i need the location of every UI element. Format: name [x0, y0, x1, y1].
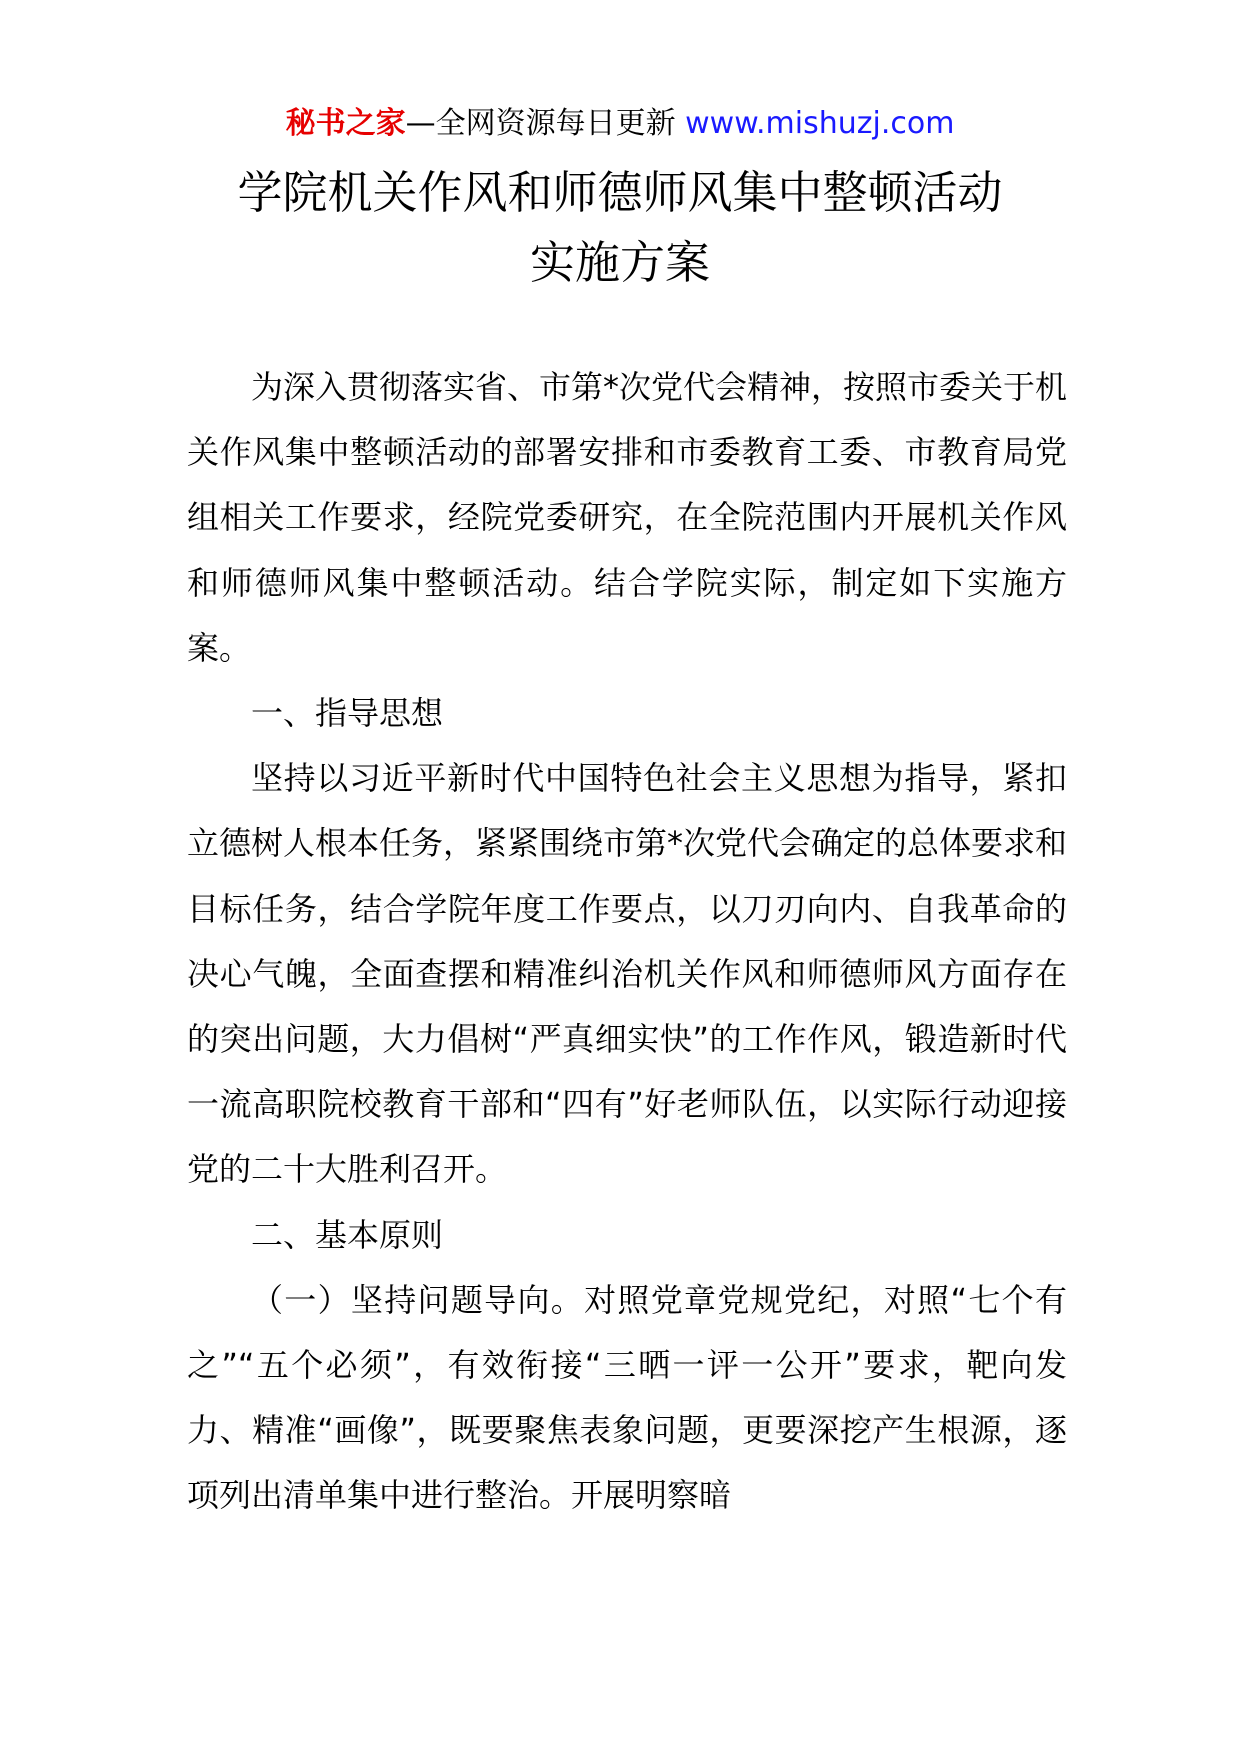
guiding-ideology-paragraph: 坚持以习近平新时代中国特色社会主义思想为指导，紧扣立德树人根本任务，紧紧围绕市第*次党代会确定的总体要求和目标任务，结合学院年度工作要点，以刀刃向内、自我革命的决心气魄，全面查摆和精准纠治机关作风和师德师风方面存在的突出问题，大力倡树“严真细实快”的工作作风，锻造新时代一流高职院校教育干部和“四有”好老师队伍，以实际行动迎接党的二十大胜利召开。	[187, 759, 1068, 1189]
document-body	[187, 355, 1067, 1529]
document-title-line-1: 学院机关作风和师德师风集中整顿活动	[237, 166, 1003, 219]
header-tagline: —全网资源每日更新	[405, 106, 686, 141]
document-title-line-2: 实施方案	[529, 236, 710, 289]
section-heading-basic-principles: 二、基本原则	[251, 1215, 444, 1254]
site-url[interactable]: www.mishuzj.com	[685, 106, 955, 141]
intro-paragraph: 为深入贯彻落实省、市第*次党代会精神，按照市委关于机关作风集中整顿活动的部署安排和市委教育工委、市教育局党组相关工作要求，经院党委研究，在全院范围内开展机关作风和师德师风集中整顿活动。结合学院实际，制定如下实施方案。	[187, 368, 1068, 667]
site-header	[0, 104, 1240, 144]
principle-1-paragraph: （一）坚持问题导向。对照党章党规党纪，对照“七个有之”“五个必须”，有效衔接“三晒一评一公开”要求，靶向发力、精准“画像”，既要聚焦表象问题，更要深挖产生根源，逐项列出清单集中进行整治。开展明察暗	[187, 1280, 1067, 1515]
brand-name: 秘书之家	[285, 106, 406, 141]
section-heading-guiding-ideology: 一、指导思想	[251, 694, 444, 733]
